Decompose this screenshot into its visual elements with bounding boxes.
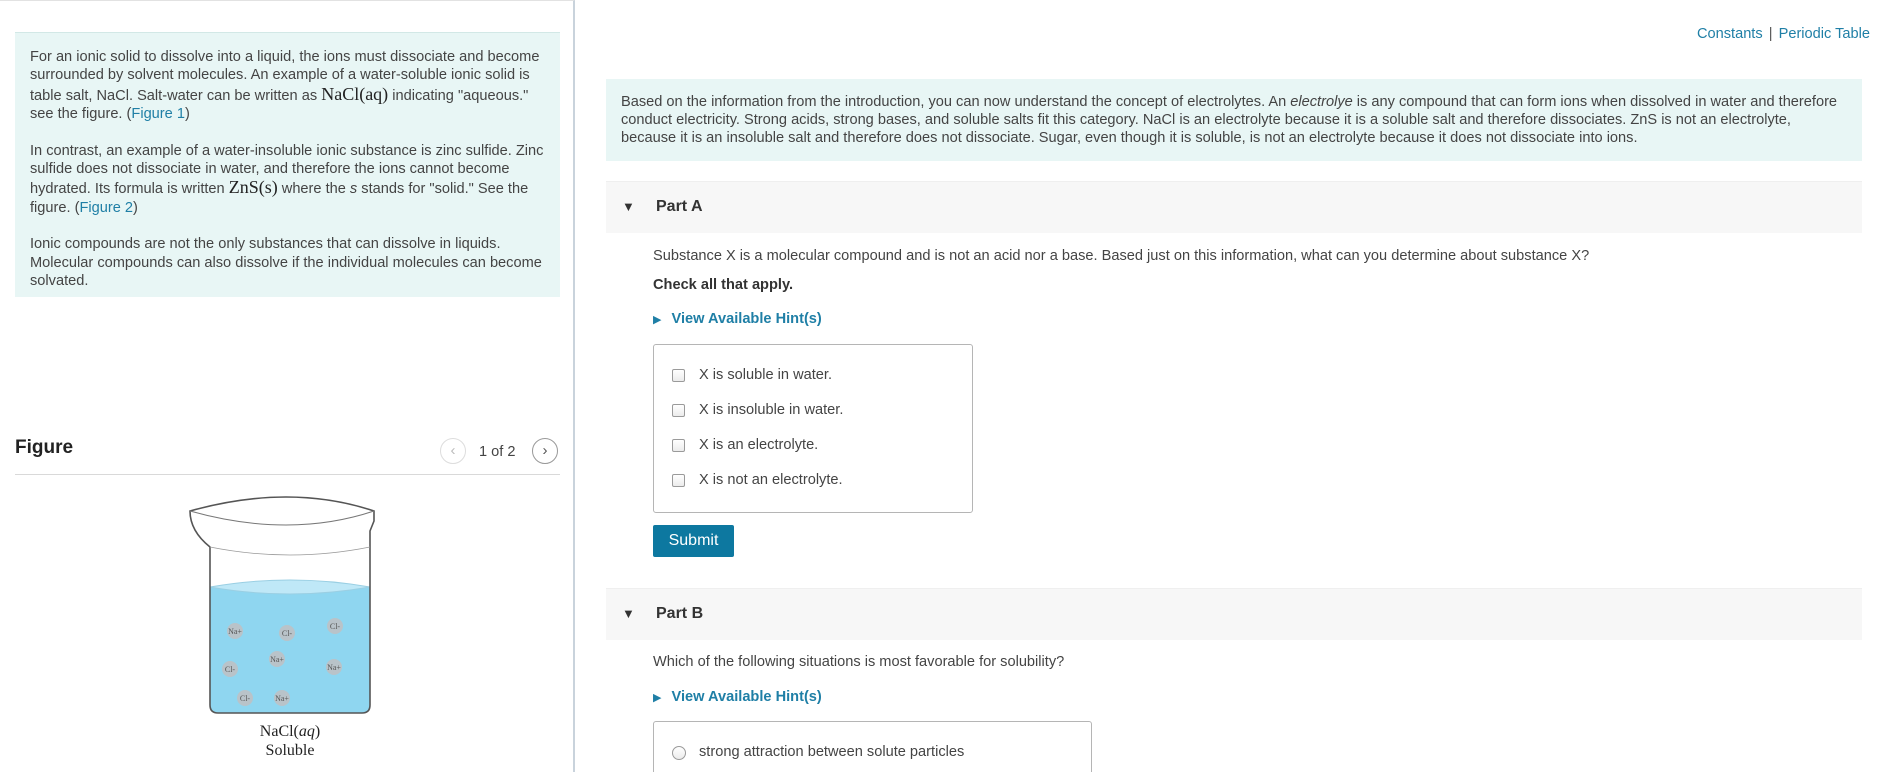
caret-right-icon: ▶ bbox=[653, 692, 662, 704]
svg-text:Na+: Na+ bbox=[270, 655, 284, 664]
svg-text:Na+: Na+ bbox=[228, 627, 242, 636]
caret-right-icon: ▶ bbox=[653, 314, 662, 326]
periodic-table-link[interactable]: Periodic Table bbox=[1778, 26, 1870, 42]
checkbox[interactable] bbox=[672, 404, 685, 417]
left-pane bbox=[0, 0, 575, 772]
zns-s-formula: ZnS(s) bbox=[228, 177, 278, 198]
radio-button[interactable] bbox=[672, 746, 686, 760]
ion-na bbox=[269, 651, 285, 667]
chevron-left-icon: ‹ bbox=[450, 442, 456, 459]
part-a-submit-button[interactable]: Submit bbox=[653, 525, 734, 557]
ion-cl bbox=[222, 661, 238, 677]
ion-na bbox=[227, 623, 243, 639]
beaker-water bbox=[210, 580, 370, 713]
link-separator: | bbox=[1768, 26, 1773, 42]
beaker-caption-label: Soluble bbox=[265, 742, 315, 759]
figure-2-link[interactable]: Figure 2 bbox=[79, 199, 134, 216]
part-b-options: strong attraction between solute particles bbox=[653, 721, 1092, 772]
figure-next-button[interactable] bbox=[532, 438, 558, 464]
beaker-rim bbox=[190, 511, 374, 525]
figure-counter: 1 of 2 bbox=[479, 444, 516, 460]
ion-na bbox=[326, 659, 342, 675]
constants-link[interactable]: Constants bbox=[1696, 26, 1763, 42]
intro-paragraph-2: In contrast, an example of a water-insoluble ionic substance is zinc sulfide. Zinc sulfide does not dissociate in water, and therefore the ions cannot become hydrated. Its formula is written ZnS(s) where the s stands for "solid." See the figure. (Figure 2) bbox=[30, 142, 544, 216]
part-b-header[interactable] bbox=[606, 588, 1862, 640]
part-b-title: Part B bbox=[656, 605, 704, 622]
intro-box bbox=[15, 32, 560, 297]
ion-na bbox=[274, 690, 290, 706]
intro-paragraph-3: Ionic compounds are not the only substances that can dissolve in liquids. Molecular compounds can also dissolve if the individual molecules can become solvated. bbox=[30, 236, 542, 290]
svg-text:Na+: Na+ bbox=[327, 663, 341, 672]
intro-paragraph-1: For an ionic solid to dissolve into a liquid, the ions must dissociate and become surrounded by solvent molecules. An example of a water-soluble ionic solid is table salt, NaCl. Salt-water can be written as NaCl(aq) indicating "aqueous." see the figure. (Figure 1) bbox=[30, 49, 540, 123]
right-pane bbox=[577, 0, 1887, 772]
beaker-caption-formula: NaCl(aq) bbox=[259, 723, 321, 740]
beaker-inner-line bbox=[210, 547, 370, 555]
svg-text:Cl-: Cl- bbox=[224, 665, 236, 674]
part-a-question: Substance X is a molecular compound and is not an acid nor a base. Based just on this information, what can you determine about substance X? bbox=[653, 248, 1590, 264]
figure-header bbox=[15, 431, 560, 475]
checkbox[interactable] bbox=[672, 474, 685, 487]
part-a-instruction: Check all that apply. bbox=[653, 277, 794, 293]
part-a-options: X is soluble in water. X is insoluble in water. X is an electrolyte. X is not an electrolyte. bbox=[653, 344, 973, 513]
ion-cl bbox=[279, 625, 295, 641]
svg-text:Cl-: Cl- bbox=[281, 629, 293, 638]
part-b-question: Which of the following situations is most favorable for solubility? bbox=[653, 654, 1065, 670]
figure-1-link[interactable]: Figure 1 bbox=[131, 106, 185, 123]
figure-prev-button[interactable] bbox=[440, 438, 466, 464]
part-a-header[interactable] bbox=[606, 181, 1862, 233]
checkbox[interactable] bbox=[672, 439, 685, 452]
info-box: Based on the information from the introduction, you can now understand the concept of electrolytes. An electrolye is any compound that can form ions when dissolved in water and therefore conduct electricity. Strong acids, strong bases, and soluble salts fit this category. NaCl is an electrolyte because it is a soluble salt and therefore dissociates. ZnS is not an electrolyte, because it is an insoluble salt and therefore does not dissociate. Sugar, even though it is soluble, is not an electrolyte because it does not dissociate into ions. bbox=[606, 79, 1862, 161]
part-a-hint-toggle[interactable]: ▶ View Available Hint(s) bbox=[653, 311, 822, 327]
caret-down-icon: ▼ bbox=[622, 606, 635, 621]
figure-title: Figure bbox=[15, 437, 74, 458]
caret-down-icon: ▼ bbox=[622, 199, 635, 214]
nacl-aq-formula: NaCl(aq) bbox=[321, 83, 389, 104]
checkbox[interactable] bbox=[672, 369, 685, 382]
part-a-title: Part A bbox=[656, 198, 703, 215]
svg-text:Cl-: Cl- bbox=[239, 694, 251, 703]
ion-cl bbox=[327, 618, 343, 634]
ion-cl bbox=[237, 690, 253, 706]
svg-text:Na+: Na+ bbox=[275, 694, 289, 703]
chevron-right-icon: › bbox=[542, 442, 548, 459]
part-b-hint-toggle[interactable]: ▶ View Available Hint(s) bbox=[653, 689, 822, 705]
svg-text:Cl-: Cl- bbox=[329, 622, 341, 631]
top-links bbox=[1697, 26, 1870, 42]
